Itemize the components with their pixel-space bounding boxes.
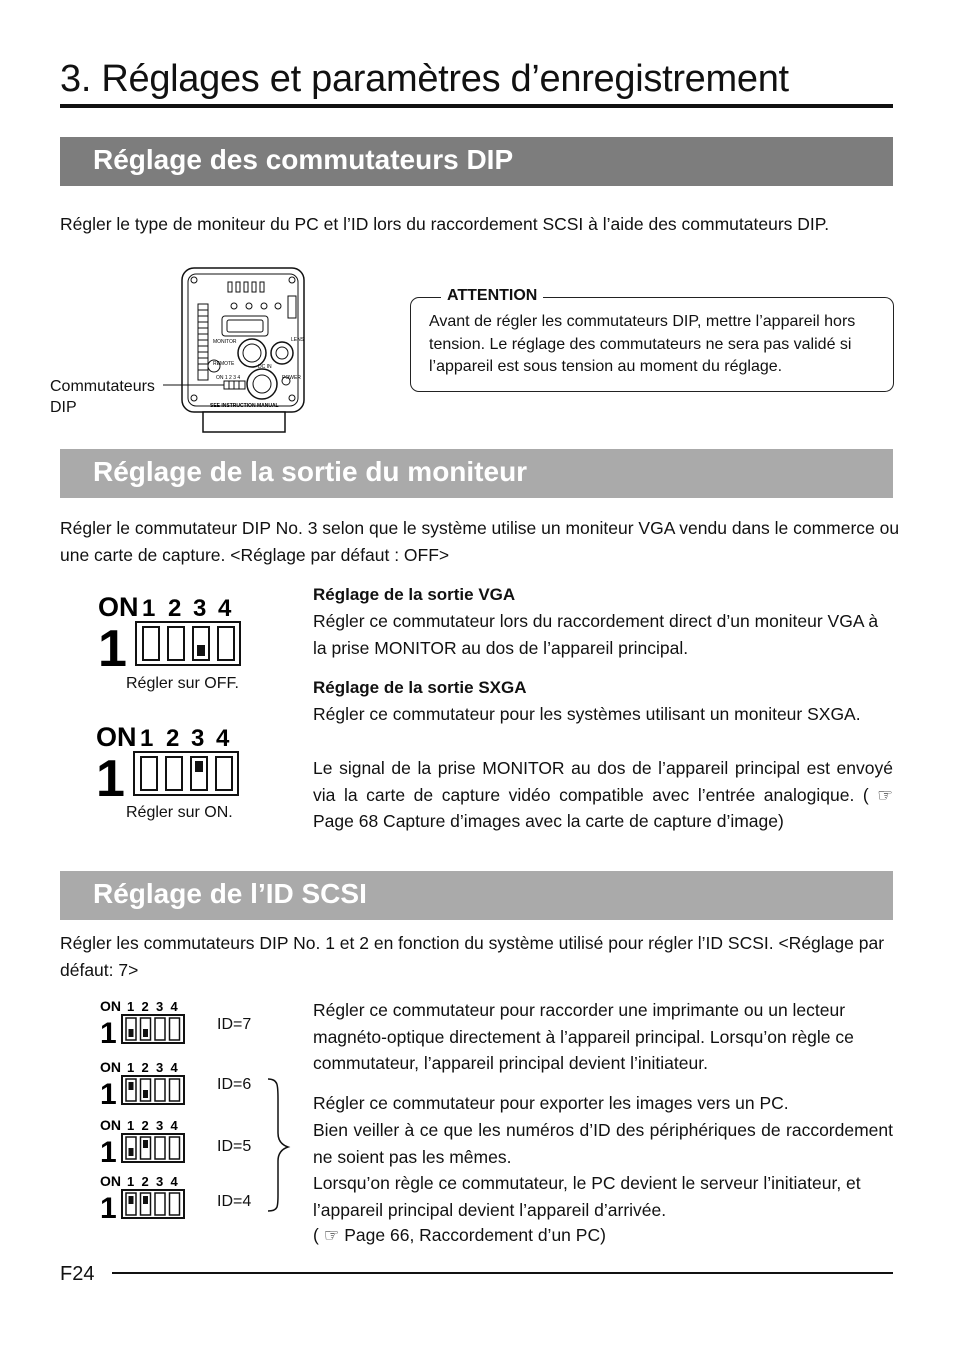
attention-text: Avant de régler les commutateurs DIP, mettre l’appareil hors tension. Le réglage des commutateurs ne sera pas validé si l’appareil est sous tension au moment du réglage. xyxy=(429,313,856,375)
id-label-6: ID=6 xyxy=(217,1076,252,1093)
dip-intro: Régler le type de moniteur du PC et l’ID lors du raccordement SCSI à l’aide des commutateurs DIP. xyxy=(60,214,830,234)
switch-number-1: 1 xyxy=(127,1174,135,1189)
switch-number-4: 4 xyxy=(170,1118,178,1133)
switch-number-2: 2 xyxy=(166,725,180,752)
switch-number-4: 4 xyxy=(170,1174,178,1189)
scsi-switch-3 xyxy=(100,1117,190,1165)
switch-on-label: ON xyxy=(100,1173,121,1189)
section-heading-dip xyxy=(60,137,893,186)
switch-knob-1 xyxy=(129,1082,134,1090)
switch-knob-1 xyxy=(129,1029,134,1037)
switch-knob-2 xyxy=(143,1090,148,1098)
switch-side-mark: 1 xyxy=(100,1136,117,1165)
switch-number-4: 4 xyxy=(170,1060,178,1075)
scsi-switch-2 xyxy=(100,1059,190,1107)
id-label-4: ID=4 xyxy=(217,1193,252,1210)
switch-on-label: ON xyxy=(100,1059,121,1075)
off-caption: Régler sur OFF. xyxy=(126,675,239,692)
scsi-switch-4 xyxy=(100,1173,190,1221)
monitor-intro: Régler le commutateur DIP No. 3 selon que le système utilise un moniteur VGA vendu dans le commerce ou une carte de capture. <Réglage par défaut : OFF> xyxy=(60,518,900,565)
dip-callout-line1: Commutateurs xyxy=(50,378,155,395)
scsi-text-2c: Lorsqu’on règle ce commutateur, le PC devient le serveur l’initiateur, et l’appareil principal devient l’appareil d’arrivée. xyxy=(313,1173,861,1220)
switch-on-label: ON xyxy=(96,722,137,752)
dip-switch-on-diagram xyxy=(96,720,256,802)
id-label-7: ID=7 xyxy=(217,1016,252,1033)
switch-number-3: 3 xyxy=(191,725,205,752)
camera-label-manual: SEE INSTRUCTION MANUAL xyxy=(210,403,279,409)
sxga-text-1: Régler ce commutateur pour les systèmes utilisant un moniteur SXGA. xyxy=(313,704,861,724)
switch-knob-2 xyxy=(143,1029,148,1037)
switch-number-2: 2 xyxy=(141,999,149,1014)
switch-number-1: 1 xyxy=(127,1060,135,1075)
section-heading-scsi xyxy=(60,871,893,920)
id-label-5: ID=5 xyxy=(217,1138,252,1155)
switch-number-4: 4 xyxy=(216,725,230,752)
switch-number-3: 3 xyxy=(193,595,207,622)
switch-knob-1 xyxy=(129,1148,134,1156)
switch-side-mark: 1 xyxy=(100,1017,117,1046)
camera-label-monitor: MONITOR xyxy=(213,339,237,345)
attention-label: ATTENTION xyxy=(441,287,543,305)
switch-side-mark: 1 xyxy=(100,1192,117,1221)
camera-label-lens: LENS xyxy=(291,337,305,343)
switch-side-mark: 1 xyxy=(100,1078,117,1107)
switch-slot-4 xyxy=(170,1137,180,1159)
camera-label-power: POWER xyxy=(282,375,301,381)
switch-number-1: 1 xyxy=(127,999,135,1014)
switch-number-2: 2 xyxy=(141,1060,149,1075)
switch-number-3: 3 xyxy=(156,1060,164,1075)
switch-on-label: ON xyxy=(100,998,121,1014)
scsi-text-2d: ( ☞ Page 66, Raccordement d’un PC) xyxy=(313,1225,606,1245)
switch-number-1: 1 xyxy=(140,725,154,752)
vga-text: Régler ce commutateur lors du raccordement direct d’un moniteur VGA à la prise MONITOR au dos de l’appareil principal. xyxy=(313,611,879,658)
switch-side-mark: 1 xyxy=(96,750,125,802)
scsi-switch-1 xyxy=(100,998,190,1046)
scsi-text-1: Régler ce commutateur pour raccorder une imprimante ou un lecteur magnéto-optique directement à l’appareil principal. Lorsqu’on règle ce commutateur, l’appareil principal devient l’initiateur. xyxy=(313,1000,854,1073)
switch-slot-3 xyxy=(155,1193,165,1215)
switch-slot-4 xyxy=(170,1079,180,1101)
on-caption: Régler sur ON. xyxy=(126,804,233,821)
switch-number-3: 3 xyxy=(156,1118,164,1133)
switch-number-3: 3 xyxy=(156,1174,164,1189)
switch-on-label: ON xyxy=(98,592,139,622)
sxga-text-2: Le signal de la prise MONITOR au dos de l’appareil principal est envoyé via la carte de capture vidéo compatible avec l’entrée analogique. ( ☞ Page 68 Capture d’images avec la carte de capture d’image) xyxy=(313,758,893,831)
switch-number-3: 3 xyxy=(156,999,164,1014)
switch-slot-3 xyxy=(155,1018,165,1040)
switch-number-4: 4 xyxy=(170,999,178,1014)
scsi-intro: Régler les commutateurs DIP No. 1 et 2 en fonction du système utilisé pour régler l’ID SCSI. <Réglage par défaut: 7> xyxy=(60,933,885,980)
switch-number-1: 1 xyxy=(142,595,156,622)
chapter-title: 3. Réglages et paramètres d’enregistrement xyxy=(60,58,789,100)
camera-label-remote: REMOTE xyxy=(213,361,235,367)
sxga-title: Réglage de la sortie SXGA xyxy=(313,678,527,697)
scsi-text-2b: Bien veiller à ce que les numéros d’ID des périphériques de raccordement ne soient pas les mêmes. xyxy=(313,1120,893,1167)
switch-knob-2 xyxy=(143,1196,148,1204)
switch-on-label: ON xyxy=(100,1117,121,1133)
switch-number-2: 2 xyxy=(141,1118,149,1133)
camera-label-dcin: DC IN xyxy=(258,364,272,370)
page-number: F24 xyxy=(60,1263,95,1285)
switch-side-mark: 1 xyxy=(98,620,127,672)
footer-rule xyxy=(112,1272,893,1274)
id-group-brace xyxy=(262,1075,294,1215)
dip-callout-line2: DIP xyxy=(50,399,77,416)
switch-number-2: 2 xyxy=(141,1174,149,1189)
section-heading-monitor-text: Réglage de la sortie du moniteur xyxy=(93,456,528,487)
switch-slot-4 xyxy=(170,1018,180,1040)
vga-title-bold: Réglage de la sortie VGA xyxy=(313,585,516,604)
switch-slot-4 xyxy=(170,1193,180,1215)
section-heading-scsi-text: Réglage de l’ID SCSI xyxy=(93,878,367,909)
camera-label-on: ON 1 2 3 4 xyxy=(216,375,241,381)
section-heading-monitor xyxy=(60,449,893,498)
switch-number-2: 2 xyxy=(168,595,182,622)
switch-slot-3 xyxy=(155,1137,165,1159)
switch-slot-3 xyxy=(155,1079,165,1101)
switch-number-1: 1 xyxy=(127,1118,135,1133)
dip-callout xyxy=(50,376,155,418)
section-heading-dip-text: Réglage des commutateurs DIP xyxy=(93,144,514,175)
dip-switch-off-diagram xyxy=(98,590,258,672)
switch-knob-1 xyxy=(129,1196,134,1204)
scsi-text-2a: Régler ce commutateur pour exporter les images vers un PC. xyxy=(313,1093,789,1113)
title-rule xyxy=(60,104,893,108)
switch-number-4: 4 xyxy=(218,595,232,622)
switch-knob-2 xyxy=(143,1140,148,1148)
